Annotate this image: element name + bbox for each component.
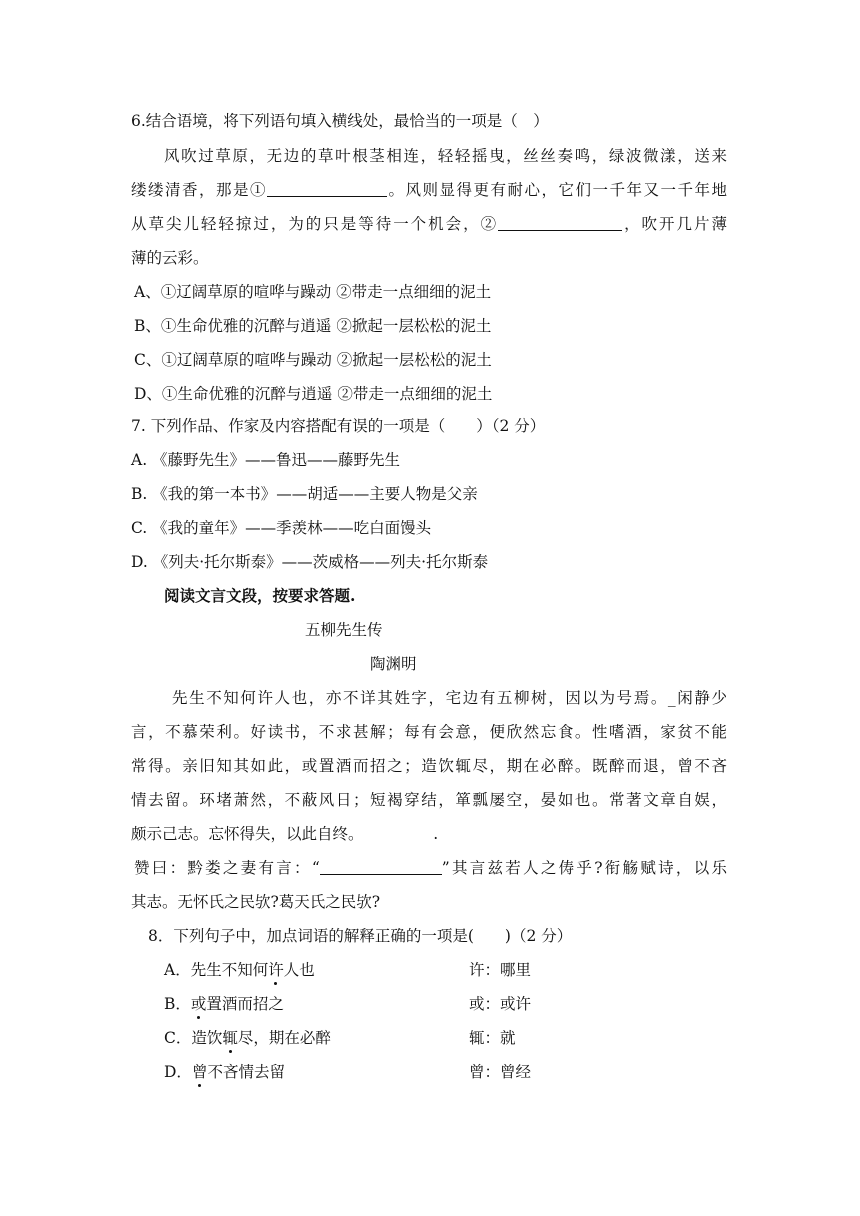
q8-answer-c: 辄：就 xyxy=(469,1029,516,1047)
q8-answer-a: 许：哪里 xyxy=(469,961,532,979)
reading-blank xyxy=(320,860,442,875)
q6-passage-line-1: 风吹过草原，无边的草叶根茎相连，轻轻摇曳，丝丝奏鸣，绿波微漾，送来 xyxy=(164,147,727,165)
q8-option-a: A．先生不知何许人也 xyxy=(164,961,315,979)
q7-option-b: B. 《我的第一本书》——胡适——主要人物是父亲 xyxy=(131,485,478,503)
reading-zan-last: 其志。无怀氏之民欤?葛天氏之民欤? xyxy=(131,893,381,911)
q6-blank-2 xyxy=(498,216,622,231)
q6-option-a: A、①辽阔草原的喧哗与躁动 ②带走一点细细的泥土 xyxy=(134,283,492,301)
q6-option-c: C、①辽阔草原的喧哗与躁动 ②掀起一层松松的泥土 xyxy=(134,351,492,369)
q7-option-c: C. 《我的童年》——季羡林——吃白面馒头 xyxy=(131,519,432,537)
q6-passage-line-2: 缕缕清香，那是① 。风则显得更有耐心，它们一千年又一千年地 xyxy=(131,181,727,199)
q8-answer-b: 或：或许 xyxy=(469,995,532,1013)
dotted-word: 曾 xyxy=(191,1063,208,1081)
q7-option-d: D. 《列夫·托尔斯泰》——茨威格——列夫·托尔斯泰 xyxy=(131,553,489,571)
q8-option-c: C．造饮辄尽，期在必醉 xyxy=(164,1029,331,1047)
reading-title: 五柳先生传 xyxy=(305,621,383,639)
q6-option-d: D、①生命优雅的沉醉与逍遥 ②带走一点细细的泥土 xyxy=(134,385,493,403)
q6-passage-line-4: 薄的云彩。 xyxy=(131,249,209,267)
q6-stem: 6.结合语境，将下列语句填入横线处，最恰当的一项是（ ） xyxy=(131,112,549,130)
reading-zan-line: 赞曰：黔娄之妻有言：“ ”其言兹若人之俦乎?衔觞赋诗，以乐 xyxy=(134,859,727,877)
reading-line-3: 常得。亲旧知其如此，或置酒而招之；造饮辄尽，期在必醉。既醉而退，曾不吝 xyxy=(131,757,727,775)
q6-option-b: B、①生命优雅的沉醉与逍遥 ②掀起一层松松的泥土 xyxy=(134,317,492,335)
q8-answer-d: 曾：曾经 xyxy=(469,1063,532,1081)
q8-option-d: D．曾不吝情去留 xyxy=(164,1063,285,1081)
dotted-word: 辄 xyxy=(222,1029,238,1047)
q6-passage-line-3: 从草尖儿轻轻掠过，为的只是等待一个机会，② ，吹开几片薄 xyxy=(131,215,727,233)
q8-option-b: B．或置酒而招之 xyxy=(164,995,284,1013)
reading-line-4: 情去留。环堵萧然，不蔽风日；短褐穿结，箪瓢屡空，晏如也。常著文章自娱， xyxy=(131,791,727,809)
reading-line-2: 言，不慕荣利。好读书，不求甚解；每有会意，便欣然忘食。性嗜酒，家贫不能 xyxy=(131,723,727,741)
q7-stem: 7. 下列作品、作家及内容搭配有误的一项是（ ）（2 分） xyxy=(131,417,546,435)
q7-option-a: A. 《藤野先生》——鲁迅——藤野先生 xyxy=(131,451,401,469)
dotted-word: 或 xyxy=(190,995,207,1013)
dotted-word: 许 xyxy=(268,961,284,979)
reading-line-5: 颇示己志。忘怀得失，以此自终。 . xyxy=(131,825,439,843)
reading-line-1: 先生不知何许人也，亦不详其姓字，宅边有五柳树，因以为号焉。_闲静少 xyxy=(172,689,727,707)
reading-instruction: 阅读文言文段，按要求答题. xyxy=(164,586,356,605)
q6-blank-1 xyxy=(267,182,387,197)
reading-author: 陶渊明 xyxy=(370,655,417,673)
q8-stem: 8．下列句子中，加点词语的解释正确的一项是( )（2 分） xyxy=(148,927,573,945)
